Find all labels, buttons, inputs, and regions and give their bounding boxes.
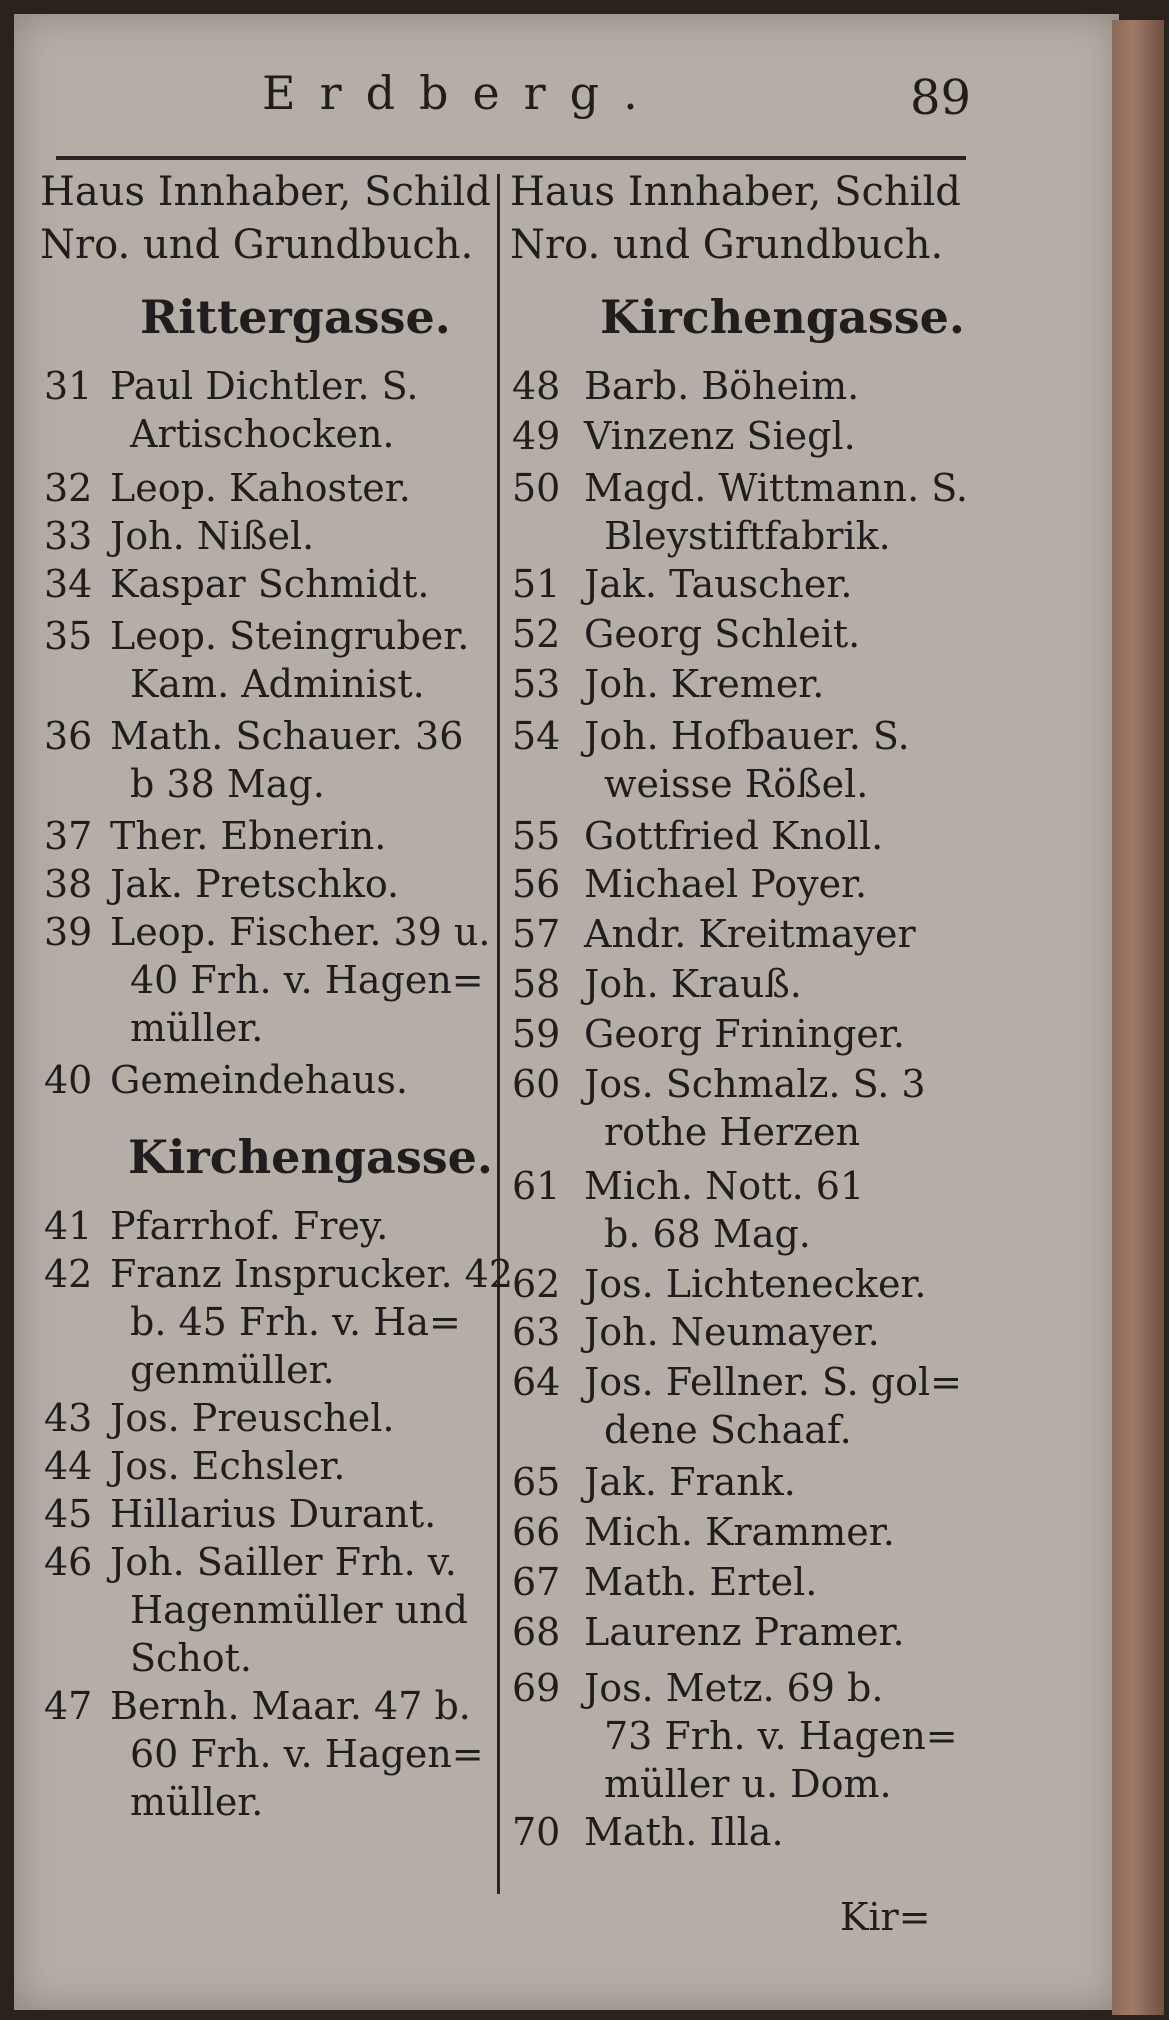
house-owner-text [110, 362, 418, 458]
entry-line: Franz Insprucker. 42 [110, 1252, 514, 1296]
house-owner-text [584, 610, 860, 658]
entry-line: b. 45 Frh. v. Ha= [130, 1300, 461, 1344]
entry-line: Mich. Nott. 61 [584, 1164, 865, 1208]
entry-line: 73 Frh. v. Hagen= [604, 1714, 958, 1758]
house-number: 52 [512, 612, 561, 656]
house-number: 69 [512, 1666, 561, 1710]
house-number: 36 [44, 714, 93, 758]
house-number: 68 [512, 1610, 561, 1654]
page-number: 89 [910, 70, 972, 126]
entry-line: Joh. Kremer. [584, 662, 825, 706]
house-owner-text [584, 560, 852, 608]
left-heading-line-1: Haus Innhaber, Schild [40, 169, 491, 215]
house-number: 64 [512, 1360, 561, 1404]
house-number: 65 [512, 1460, 561, 1504]
house-owner-text [110, 1056, 408, 1104]
right-column-heading [510, 166, 961, 272]
house-number: 37 [44, 814, 93, 858]
house-owner-text [584, 1358, 962, 1454]
house-owner-text [110, 1442, 345, 1490]
entry-line: dene Schaaf. [604, 1408, 852, 1452]
house-number: 54 [512, 714, 561, 758]
entry-line: Magd. Wittmann. S. [584, 466, 969, 510]
entry-line: Bernh. Maar. 47 b. [110, 1684, 471, 1728]
entry-line: müller. [130, 1006, 264, 1050]
house-owner-text [584, 1162, 864, 1258]
house-number: 58 [512, 962, 561, 1006]
entry-line: Jak. Pretschko. [110, 862, 400, 906]
entry-line: Leop. Steingruber. [110, 614, 470, 658]
entry-line: genmüller. [130, 1348, 335, 1392]
house-owner-text [110, 560, 429, 608]
page-edge [1112, 20, 1164, 2015]
house-owner-text [110, 860, 399, 908]
entry-line: Joh. Hofbauer. S. [584, 714, 910, 758]
entry-line: Schot. [130, 1636, 253, 1680]
entry-line: Michael Poyer. [584, 862, 868, 906]
house-number: 70 [512, 1810, 561, 1854]
house-number: 56 [512, 862, 561, 906]
house-owner-text [584, 1260, 927, 1308]
entry-line: Hillarius Durant. [110, 1492, 437, 1536]
entry-line: Jak. Frank. [584, 1460, 796, 1504]
entry-line: Math. Illa. [584, 1810, 784, 1854]
entry-line: Joh. Nißel. [110, 514, 315, 558]
house-owner-text [110, 1394, 394, 1442]
entry-line: Vinzenz Siegl. [584, 414, 856, 458]
entry-line: Pfarrhof. Frey. [110, 1204, 389, 1248]
house-number: 67 [512, 1560, 561, 1604]
house-owner-text [110, 908, 490, 1052]
column-divider [497, 174, 500, 1894]
entry-line: Georg Frininger. [584, 1012, 905, 1056]
house-owner-text [584, 362, 859, 410]
house-owner-text [584, 1508, 895, 1556]
house-number: 32 [44, 466, 93, 510]
house-owner-text [584, 910, 916, 958]
house-number: 49 [512, 414, 561, 458]
house-owner-text [110, 1682, 484, 1826]
running-title: Erdberg. [262, 66, 662, 120]
house-number: 41 [44, 1204, 93, 1248]
right-heading-line-2: Nro. und Grundbuch. [510, 222, 944, 268]
entry-line: Hagenmüller und [130, 1588, 468, 1632]
house-number: 31 [44, 364, 93, 408]
entry-line: Jos. Lichtenecker. [584, 1262, 927, 1306]
house-owner-text [584, 660, 824, 708]
entry-line: Kam. Administ. [130, 662, 425, 706]
house-number: 60 [512, 1062, 561, 1106]
entry-line: Joh. Krauß. [584, 962, 802, 1006]
house-number: 53 [512, 662, 561, 706]
entry-line: Artischocken. [130, 412, 395, 456]
house-owner-text [110, 1538, 468, 1682]
house-number: 33 [44, 514, 93, 558]
catchword: Kir= [840, 1895, 931, 1939]
entry-line: Barb. Böheim. [584, 364, 860, 408]
entry-line: Jos. Preuschel. [110, 1396, 395, 1440]
entry-line: Paul Dichtler. S. [110, 364, 419, 408]
entry-line: Laurenz Pramer. [584, 1610, 905, 1654]
house-number: 39 [44, 910, 93, 954]
house-owner-text [584, 1060, 926, 1156]
house-number: 62 [512, 1262, 561, 1306]
house-owner-text [584, 860, 867, 908]
house-owner-text [584, 960, 802, 1008]
house-owner-text [110, 1490, 436, 1538]
house-number: 45 [44, 1492, 93, 1536]
entry-line: Jos. Metz. 69 b. [584, 1666, 884, 1710]
house-owner-text [584, 1808, 784, 1856]
house-owner-text [584, 812, 883, 860]
entry-line: Jos. Schmalz. S. 3 [584, 1062, 926, 1106]
entry-line: b. 68 Mag. [604, 1212, 811, 1256]
left-section-title: Kirchengasse. [128, 1130, 493, 1184]
house-number: 59 [512, 1012, 561, 1056]
house-number: 34 [44, 562, 93, 606]
left-heading-line-2: Nro. und Grundbuch. [40, 222, 474, 268]
house-number: 42 [44, 1252, 93, 1296]
entry-line: Mich. Krammer. [584, 1510, 895, 1554]
house-owner-text [584, 412, 856, 460]
entry-line: 40 Frh. v. Hagen= [130, 958, 484, 1002]
house-number: 57 [512, 912, 561, 956]
entry-line: b 38 Mag. [130, 762, 325, 806]
house-owner-text [584, 1558, 817, 1606]
header-rule [56, 156, 966, 160]
house-number: 61 [512, 1164, 561, 1208]
house-number: 63 [512, 1310, 561, 1354]
house-number: 46 [44, 1540, 93, 1584]
entry-line: Leop. Fischer. 39 u. [110, 910, 491, 954]
entry-line: Jos. Echsler. [110, 1444, 346, 1488]
entry-line: Georg Schleit. [584, 612, 861, 656]
entry-line: Joh. Neumayer. [584, 1310, 880, 1354]
house-number: 38 [44, 862, 93, 906]
entry-line: Joh. Sailler Frh. v. [110, 1540, 457, 1584]
house-owner-text [110, 512, 314, 560]
house-number: 43 [44, 1396, 93, 1440]
house-owner-text [110, 464, 411, 512]
entry-line: Leop. Kahoster. [110, 466, 411, 510]
house-number: 50 [512, 466, 561, 510]
house-owner-text [110, 812, 386, 860]
entry-line: Math. Schauer. 36 [110, 714, 464, 758]
house-number: 44 [44, 1444, 93, 1488]
house-number: 47 [44, 1684, 93, 1728]
entry-line: Kaspar Schmidt. [110, 562, 430, 606]
house-owner-text [584, 1308, 880, 1356]
house-number: 48 [512, 364, 561, 408]
entry-line: müller. [130, 1780, 264, 1824]
house-number: 55 [512, 814, 561, 858]
left-column-heading [40, 166, 491, 272]
house-owner-text [110, 1250, 513, 1394]
house-owner-text [584, 1458, 796, 1506]
right-heading-line-1: Haus Innhaber, Schild [510, 169, 961, 215]
entry-line: Jak. Tauscher. [584, 562, 853, 606]
entry-line: 60 Frh. v. Hagen= [130, 1732, 484, 1776]
house-owner-text [584, 1664, 958, 1808]
entry-line: Math. Ertel. [584, 1560, 818, 1604]
house-number: 66 [512, 1510, 561, 1554]
right-section-title: Kirchengasse. [600, 290, 965, 344]
house-owner-text [584, 712, 910, 808]
house-number: 51 [512, 562, 561, 606]
entry-line: Gottfried Knoll. [584, 814, 884, 858]
house-owner-text [584, 1608, 905, 1656]
entry-line: Jos. Fellner. S. gol= [584, 1360, 962, 1404]
house-owner-text [110, 712, 463, 808]
house-owner-text [110, 1202, 388, 1250]
entry-line: rothe Herzen [604, 1110, 861, 1154]
entry-line: Andr. Kreitmayer [584, 912, 916, 956]
house-owner-text [584, 464, 968, 560]
entry-line: Bleystiftfabrik. [604, 514, 891, 558]
entry-line: müller u. Dom. [604, 1762, 892, 1806]
house-owner-text [110, 612, 469, 708]
house-owner-text [584, 1010, 905, 1058]
left-section-title: Rittergasse. [140, 290, 451, 344]
entry-line: weisse Rößel. [604, 762, 869, 806]
house-number: 35 [44, 614, 93, 658]
entry-line: Ther. Ebnerin. [110, 814, 387, 858]
house-number: 40 [44, 1058, 93, 1102]
entry-line: Gemeindehaus. [110, 1058, 408, 1102]
